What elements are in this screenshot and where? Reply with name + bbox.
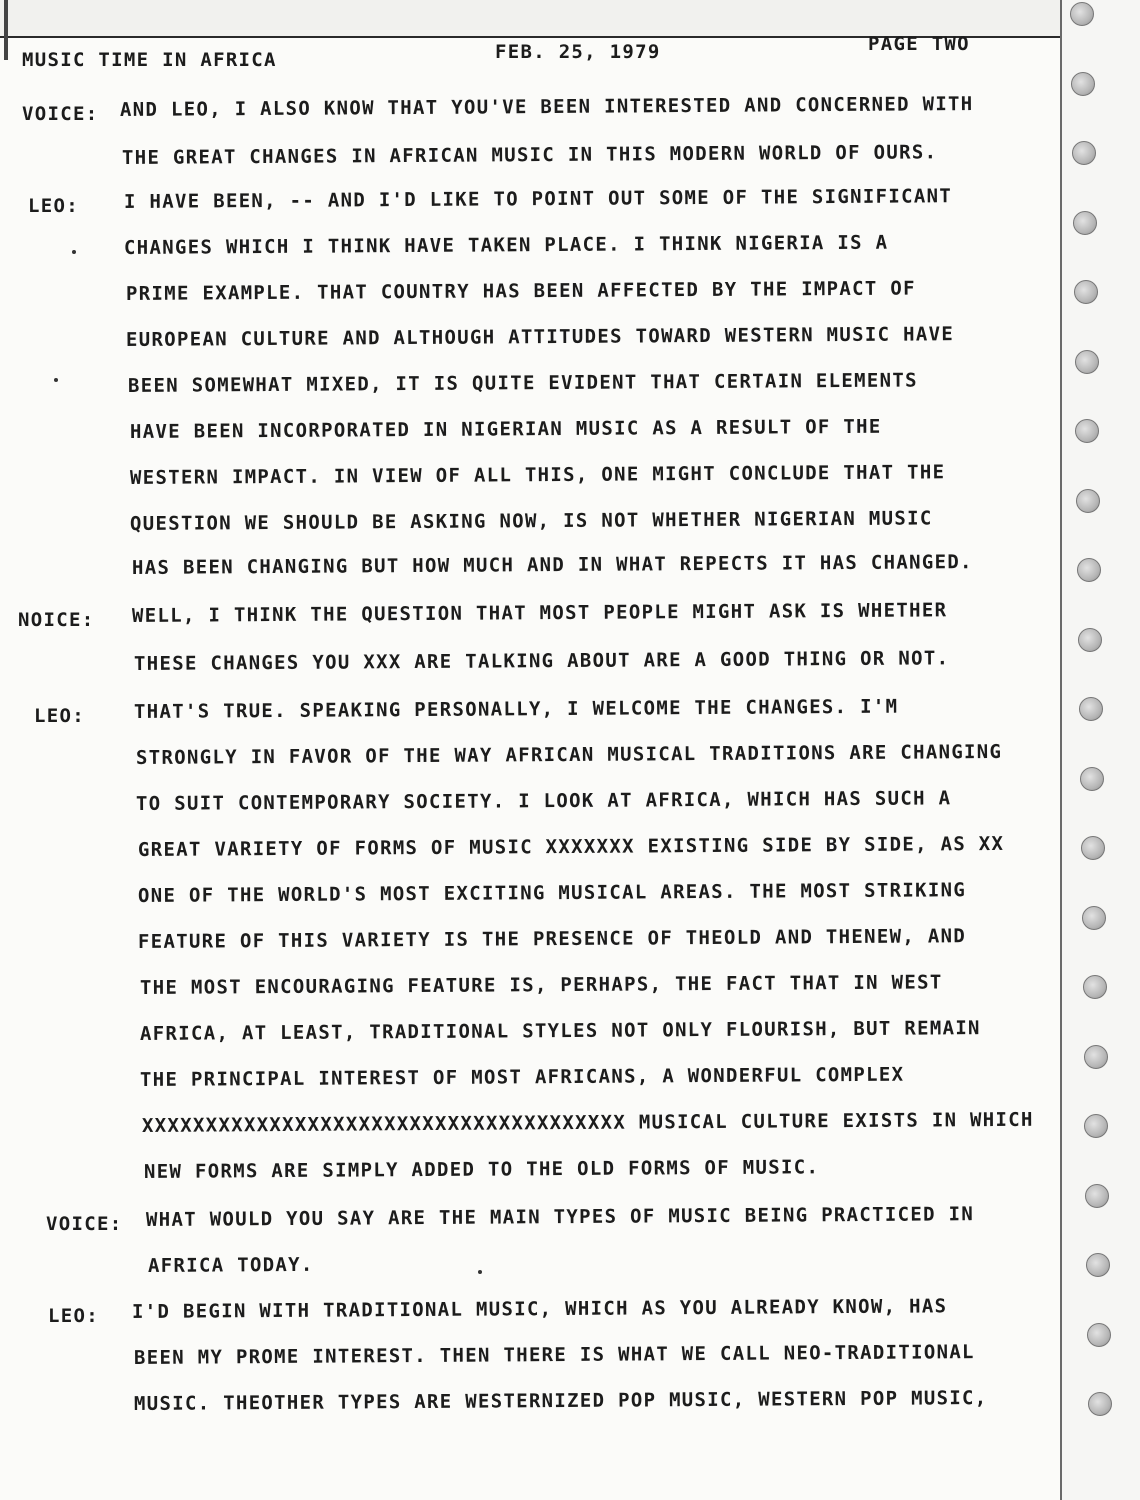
perforation-hole: [1084, 1114, 1108, 1138]
transcript-line: AFRICA TODAY.: [147, 1253, 314, 1277]
perforation-hole: [1073, 211, 1097, 235]
transcript-line: BEEN MY PROME INTEREST. THEN THERE IS WHAT WE CALL NEO-TRADITIONAL: [133, 1341, 975, 1369]
perforation-hole: [1080, 767, 1104, 791]
perforation-hole: [1078, 628, 1102, 652]
perforation-hole: [1083, 975, 1107, 999]
speaker-label: NOICE:: [18, 609, 95, 631]
transcript-line: EUROPEAN CULTURE AND ALTHOUGH ATTITUDES TOWARD WESTERN MUSIC HAVE: [125, 323, 955, 351]
transcript-line: PRIME EXAMPLE. THAT COUNTRY HAS BEEN AFFECTED BY THE IMPACT OF: [125, 277, 916, 305]
transcript-line: TO SUIT CONTEMPORARY SOCIETY. I LOOK AT AFRICA, WHICH HAS SUCH A: [135, 787, 952, 815]
transcript-line: THE MOST ENCOURAGING FEATURE IS, PERHAPS, THE FACT THAT IN WEST: [139, 971, 943, 999]
perforation-hole: [1075, 350, 1099, 374]
page-number: PAGE TWO: [868, 33, 970, 55]
paper-speck: [478, 1270, 482, 1274]
transcript-line: AFRICA, AT LEAST, TRADITIONAL STYLES NOT ONLY FLOURISH, BUT REMAIN: [139, 1017, 981, 1045]
perforation-hole: [1071, 72, 1095, 96]
transcript-line: HAS BEEN CHANGING BUT HOW MUCH AND IN WHAT REPECTS IT HAS CHANGED.: [131, 551, 973, 579]
speaker-label: LEO:: [34, 705, 85, 727]
document-date: FEB. 25, 1979: [495, 41, 661, 63]
transcript-line: THAT'S TRUE. SPEAKING PERSONALLY, I WELCOME THE CHANGES. I'M: [133, 695, 899, 723]
perforation-hole: [1088, 1392, 1112, 1416]
transcript-line: MUSIC. THEOTHER TYPES ARE WESTERNIZED POP MUSIC, WESTERN POP MUSIC,: [133, 1387, 988, 1415]
perforation-hole: [1081, 836, 1105, 860]
transcript-line: ONE OF THE WORLD'S MOST EXCITING MUSICAL AREAS. THE MOST STRIKING: [137, 879, 967, 907]
transcript-line: QUESTION WE SHOULD BE ASKING NOW, IS NOT WHETHER NIGERIAN MUSIC: [129, 507, 933, 535]
perforation-hole: [1084, 1045, 1108, 1069]
transcript-line: I'D BEGIN WITH TRADITIONAL MUSIC, WHICH AS YOU ALREADY KNOW, HAS: [131, 1295, 948, 1323]
perforation-hole: [1072, 141, 1096, 165]
perforation-hole: [1082, 906, 1106, 930]
perforation-hole: [1077, 558, 1101, 582]
transcript-line: THE PRINCIPAL INTEREST OF MOST AFRICANS, A WONDERFUL COMPLEX: [139, 1063, 905, 1091]
transcript-line: I HAVE BEEN, -- AND I'D LIKE TO POINT OUT SOME OF THE SIGNIFICANT: [123, 185, 953, 213]
transcript-line: THESE CHANGES YOU XXX ARE TALKING ABOUT ARE A GOOD THING OR NOT.: [133, 647, 950, 675]
paper-speck: [72, 250, 76, 254]
speaker-label: VOICE:: [22, 103, 99, 125]
perforation-hole: [1070, 2, 1094, 26]
transcript-line: WESTERN IMPACT. IN VIEW OF ALL THIS, ONE MIGHT CONCLUDE THAT THE: [129, 461, 946, 489]
transcript-line: NEW FORMS ARE SIMPLY ADDED TO THE OLD FORMS OF MUSIC.: [143, 1156, 820, 1183]
paper-speck: [54, 378, 58, 382]
perforation-hole: [1079, 697, 1103, 721]
transcript-line: STRONGLY IN FAVOR OF THE WAY AFRICAN MUSICAL TRADITIONS ARE CHANGING: [135, 740, 1003, 769]
perforation-hole: [1087, 1323, 1111, 1347]
transcript-line: FEATURE OF THIS VARIETY IS THE PRESENCE OF THEOLD AND THENEW, AND: [137, 925, 967, 953]
document-title: MUSIC TIME IN AFRICA: [22, 49, 277, 71]
transcript-line: GREAT VARIETY OF FORMS OF MUSIC XXXXXXX EXISTING SIDE BY SIDE, AS XX: [137, 832, 1005, 861]
transcript-line: XXXXXXXXXXXXXXXXXXXXXXXXXXXXXXXXXXXXXX MUSICAL CULTURE EXISTS IN WHICH: [141, 1108, 1034, 1137]
perforation-hole: [1085, 1184, 1109, 1208]
transcript-line: AND LEO, I ALSO KNOW THAT YOU'VE BEEN INTERESTED AND CONCERNED WITH: [119, 93, 974, 121]
speaker-label: LEO:: [48, 1305, 99, 1327]
perforation-hole: [1086, 1253, 1110, 1277]
perforation-hole: [1075, 419, 1099, 443]
transcript-line: BEEN SOMEWHAT MIXED, IT IS QUITE EVIDENT THAT CERTAIN ELEMENTS: [127, 369, 918, 397]
perforation-hole: [1076, 489, 1100, 513]
transcript-line: WELL, I THINK THE QUESTION THAT MOST PEOPLE MIGHT ASK IS WHETHER: [131, 599, 948, 627]
perforation-hole: [1074, 280, 1098, 304]
speaker-label: VOICE:: [46, 1213, 123, 1235]
speaker-label: LEO:: [28, 195, 79, 217]
transcript-line: HAVE BEEN INCORPORATED IN NIGERIAN MUSIC AS A RESULT OF THE: [129, 415, 882, 443]
transcript-line: THE GREAT CHANGES IN AFRICAN MUSIC IN THIS MODERN WORLD OF OURS.: [121, 141, 938, 169]
transcript-line: CHANGES WHICH I THINK HAVE TAKEN PLACE. I THINK NIGERIA IS A: [123, 231, 889, 259]
transcript-line: WHAT WOULD YOU SAY ARE THE MAIN TYPES OF MUSIC BEING PRACTICED IN: [145, 1203, 975, 1231]
